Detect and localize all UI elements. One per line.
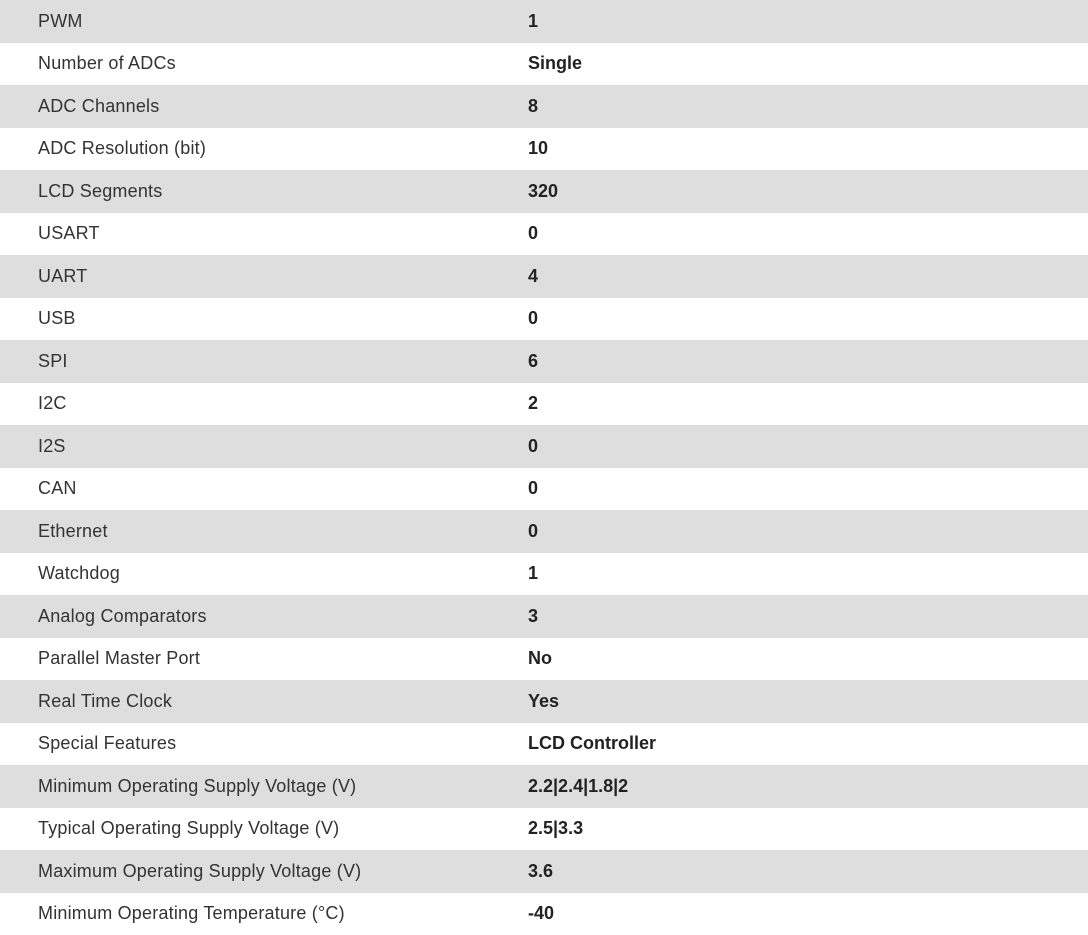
spec-value: 0: [528, 510, 1088, 553]
spec-value: 6: [528, 340, 1088, 383]
spec-value: Single: [528, 43, 1088, 86]
spec-value: 1: [528, 0, 1088, 43]
spec-value: LCD Controller: [528, 723, 1088, 766]
spec-row: [0, 85, 1088, 128]
spec-value: 2.5|3.3: [528, 808, 1088, 851]
spec-label: Real Time Clock: [0, 680, 528, 723]
spec-row: [0, 553, 1088, 596]
spec-label: CAN: [0, 468, 528, 511]
spec-row: [0, 43, 1088, 86]
spec-value: 0: [528, 468, 1088, 511]
spec-row: [0, 510, 1088, 553]
spec-value: 3: [528, 595, 1088, 638]
spec-value: 1: [528, 553, 1088, 596]
spec-label: Special Features: [0, 723, 528, 766]
spec-row: [0, 298, 1088, 341]
spec-label: Ethernet: [0, 510, 528, 553]
spec-row: [0, 0, 1088, 43]
spec-label: Minimum Operating Supply Voltage (V): [0, 765, 528, 808]
spec-row: [0, 808, 1088, 851]
spec-label: Maximum Operating Supply Voltage (V): [0, 850, 528, 893]
spec-row: [0, 340, 1088, 383]
spec-row: [0, 723, 1088, 766]
spec-label: Typical Operating Supply Voltage (V): [0, 808, 528, 851]
spec-value: -40: [528, 893, 1088, 935]
spec-value: 320: [528, 170, 1088, 213]
spec-label: USART: [0, 213, 528, 256]
spec-row: [0, 170, 1088, 213]
spec-label: I2C: [0, 383, 528, 426]
spec-row: [0, 468, 1088, 511]
spec-row: [0, 680, 1088, 723]
spec-label: SPI: [0, 340, 528, 383]
spec-value: 3.6: [528, 850, 1088, 893]
spec-row: [0, 595, 1088, 638]
spec-row: [0, 893, 1088, 935]
spec-label: Number of ADCs: [0, 43, 528, 86]
spec-value: 10: [528, 128, 1088, 171]
spec-row: [0, 425, 1088, 468]
spec-value: 0: [528, 213, 1088, 256]
spec-row: [0, 638, 1088, 681]
spec-row: [0, 213, 1088, 256]
spec-value: 0: [528, 425, 1088, 468]
spec-value: Yes: [528, 680, 1088, 723]
spec-value: 0: [528, 298, 1088, 341]
spec-value: No: [528, 638, 1088, 681]
spec-label: Parallel Master Port: [0, 638, 528, 681]
spec-label: PWM: [0, 0, 528, 43]
spec-label: LCD Segments: [0, 170, 528, 213]
spec-label: I2S: [0, 425, 528, 468]
spec-row: [0, 128, 1088, 171]
spec-label: Analog Comparators: [0, 595, 528, 638]
spec-value: 8: [528, 85, 1088, 128]
spec-row: [0, 850, 1088, 893]
spec-label: ADC Channels: [0, 85, 528, 128]
spec-label: UART: [0, 255, 528, 298]
spec-label: USB: [0, 298, 528, 341]
spec-label: Watchdog: [0, 553, 528, 596]
spec-label: Minimum Operating Temperature (°C): [0, 893, 528, 935]
spec-value: 4: [528, 255, 1088, 298]
spec-label: ADC Resolution (bit): [0, 128, 528, 171]
spec-row: [0, 765, 1088, 808]
spec-row: [0, 255, 1088, 298]
spec-value: 2.2|2.4|1.8|2: [528, 765, 1088, 808]
spec-row: [0, 383, 1088, 426]
spec-value: 2: [528, 383, 1088, 426]
